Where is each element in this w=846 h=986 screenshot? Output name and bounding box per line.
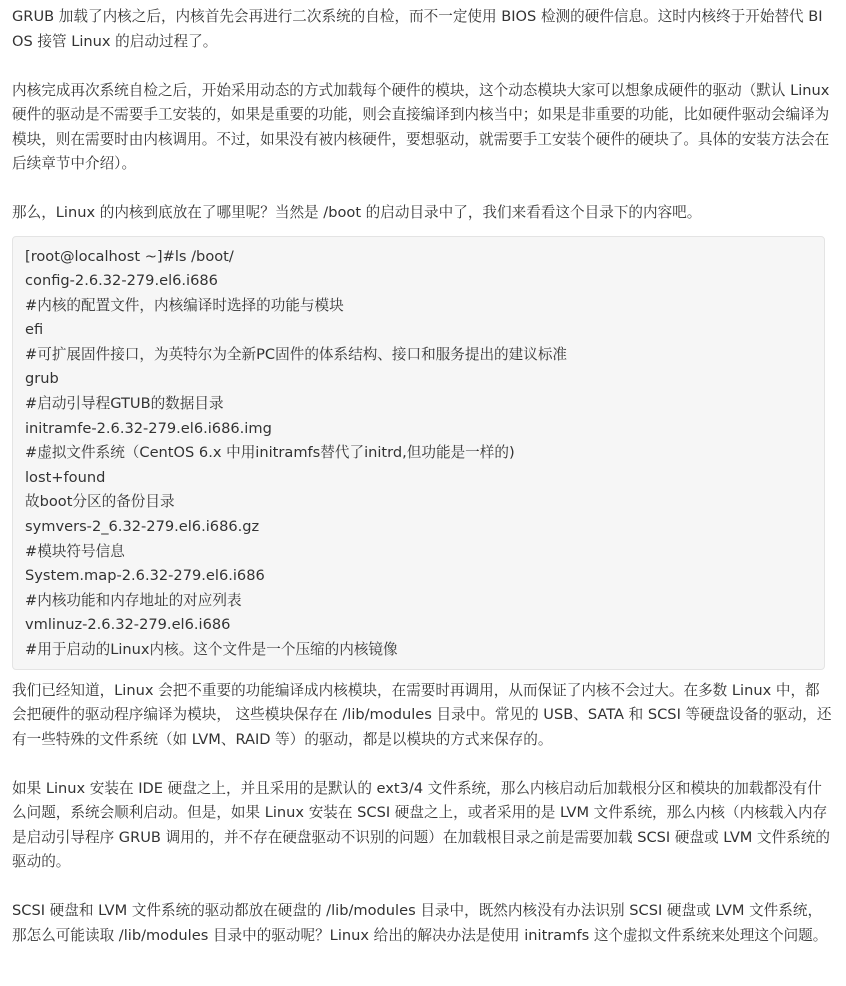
- code-line: #模块符号信息: [25, 542, 125, 560]
- code-line: initramfe-2.6.32-279.el6.i686.img: [25, 419, 272, 437]
- code-line: [root@localhost ~]#ls /boot/: [25, 247, 234, 265]
- code-line: grub: [25, 370, 59, 388]
- paragraph-modules-directory: 我们已经知道，Linux 会把不重要的功能编译成内核模块，在需要时再调用，从而保证了内核不会过大。在多数 Linux 中，都会把硬件的驱动程序编译为模块， 这些模块保存在 /lib/modules 目录中。常见的 USB、SATA 和 SCSI 等硬盘设备的驱动，还有一些特殊的文件系统（如 LVM、RAID 等）的驱动，都是以模块的方式来保存的。: [12, 681, 832, 748]
- code-line: #可扩展固件接口，为英特尔为全新PC固件的体系结构、接口和服务提出的建议标准: [25, 345, 568, 363]
- code-line: #虚拟文件系统（CentOS 6.x 中用initramfs替代了initrd,但功能是一样的): [25, 444, 515, 462]
- code-line: config-2.6.32-279.el6.i686: [25, 272, 218, 290]
- code-line: efi: [25, 321, 44, 339]
- paragraph-kernel-module-loading: 内核完成再次系统自检之后，开始采用动态的方式加载每个硬件的模块，这个动态模块大家可以想象成硬件的驱动（默认 Linux 硬件的驱动是不需要手工安装的，如果是重要的功能，则会直接编译到内核当中；如果是非重要的功能，比如硬件驱动会编译为模块，则在需要时由内核调用。不过，如果没有被内核硬件，要想驱动，就需要手工安装个硬件的硬块了。具体的安装方法会在后续章节中介绍）。: [12, 81, 830, 172]
- code-line: 故boot分区的备份目录: [25, 493, 175, 511]
- code-block-ls-boot: [12, 236, 825, 670]
- paragraph-ide-vs-scsi: 如果 Linux 安装在 IDE 硬盘之上，并且采用的是默认的 ext3/4 文件系统，那么内核启动后加载根分区和模块的加载都没有什么问题，系统会顺利启动。但是，如果 Linux 安装在 SCSI 硬盘之上，或者采用的是 LVM 文件系统，那么内核（内核载入内存是启动引导程序 GRUB 调用的，并不存在硬盘驱动不识别的问题）在加载根目录之前是需要加载 SCSI 硬盘或 LVM 文件系统的驱动的。: [12, 779, 831, 871]
- code-line: #内核功能和内存地址的对应列表: [25, 591, 242, 609]
- code-line: #用于启动的Linux内核。这个文件是一个压缩的内核镜像: [25, 641, 398, 658]
- code-line: #内核的配置文件，内核编译时选择的功能与模块: [25, 296, 344, 314]
- paragraph-initramfs-solution: SCSI 硬盘和 LVM 文件系统的驱动都放在硬盘的 /lib/modules 目录中，既然内核没有办法识别 SCSI 硬盘或 LVM 文件系统，那怎么可能读取 /lib/modules 目录中的驱动呢？Linux 给出的解决办法是使用 initramfs 这个虚拟文件系统来处理这个问题。: [12, 902, 828, 944]
- code-line: #启动引导程GTUB的数据目录: [25, 395, 224, 413]
- paragraph-grub-kernel-selfcheck: GRUB 加载了内核之后，内核首先会再进行二次系统的自检，而不一定使用 BIOS 检测的硬件信息。这时内核终于开始替代 BIOS 接管 Linux 的启动过程了。: [12, 8, 823, 50]
- code-line: System.map-2.6.32-279.el6.i686: [25, 567, 265, 585]
- paragraph-boot-directory-intro: 那么，Linux 的内核到底放在了哪里呢？当然是 /boot 的启动目录中了，我们来看看这个目录下的内容吧。: [12, 204, 702, 221]
- code-line: symvers-2_6.32-279.el6.i686.gz: [25, 518, 260, 536]
- code-line: vmlinuz-2.6.32-279.el6.i686: [25, 616, 231, 634]
- code-line: lost+found: [25, 468, 106, 486]
